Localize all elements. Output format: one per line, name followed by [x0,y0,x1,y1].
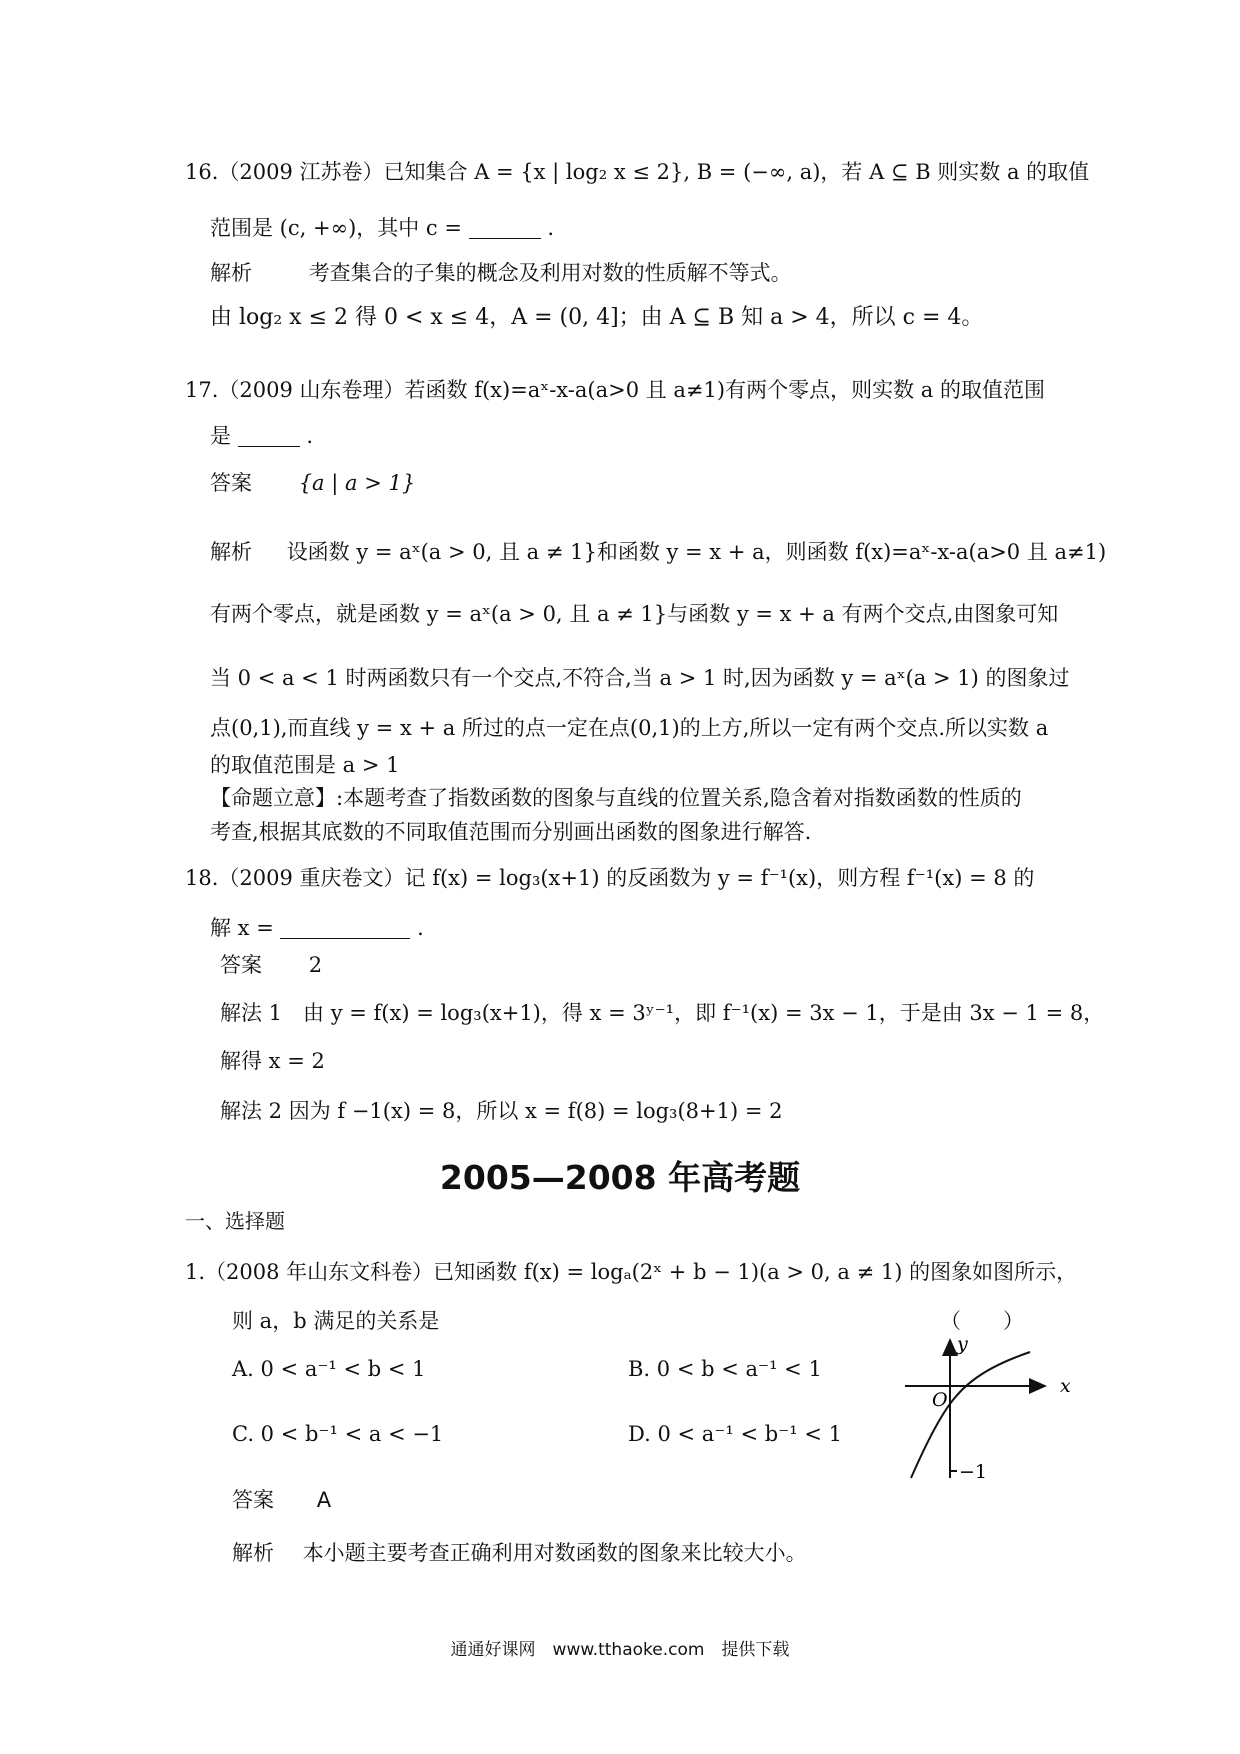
q1-function-graph [895,1328,1095,1486]
q17-analysis-line3: 当 0 < a < 1 时两函数只有一个交点,不符合,当 a > 1 时,因为函数 y = aˣ(a > 1) 的图象过 [210,666,1070,690]
q1-option-c: C. 0 < b⁻¹ < a < −1 [232,1422,444,1446]
q18-answer-value: 2 [308,953,323,977]
q18-answer-blank [280,916,410,939]
q18-answer-label: 答案 [220,953,262,977]
q1-answer-paren: （ ） [940,1309,1024,1333]
q18-line2-end: . [417,916,424,940]
q17-note-line2: 考查,根据其底数的不同取值范围而分别画出函数的图象进行解答. [210,820,812,844]
q17-answer-blank [238,424,300,447]
q18-method2: 解法 2 因为 f −1(x) = 8，所以 x = f(8) = log₃(8+1) = 2 [220,1099,783,1123]
q17-analysis-line2: 有两个零点，就是函数 y = aˣ(a > 0, 且 a ≠ 1}与函数 y = x + a 有两个交点,由图象可知 [210,602,1059,626]
q1-option-b: B. 0 < b < a⁻¹ < 1 [628,1357,822,1381]
q16-analysis-label: 解析 [210,261,252,285]
q16-solution: 由 log₂ x ≤ 2 得 0 < x ≤ 4，A = (0, 4]；由 A ⊆ B 知 a > 4，所以 c = 4。 [210,305,984,330]
q18-method1: 解法 1 由 y = f(x) = log₃(x+1)，得 x = 3ʸ⁻¹，即 f⁻¹(x) = 3x − 1，于是由 3x − 1 = 8， [220,1001,1105,1025]
origin-label: O [932,1389,948,1411]
q1-answer-value: A [316,1488,332,1512]
q16-line1: 16.（2009 江苏卷）已知集合 A = {x | log₂ x ≤ 2}, B = (−∞, a)，若 A ⊆ B 则实数 a 的取值 [185,160,1090,184]
tick-label: −1 [959,1461,988,1483]
q16-answer-blank [469,216,541,239]
q1-option-d: D. 0 < a⁻¹ < b⁻¹ < 1 [628,1422,842,1446]
q17-line2-text: 是 [210,424,231,448]
q1-line2: 则 a，b 满足的关系是 [232,1309,440,1333]
page-footer: 通通好课网 www.tthaoke.com 提供下载 [450,1640,790,1660]
q17-analysis-p1: 设函数 y = aˣ(a > 0, 且 a ≠ 1}和函数 y = x + a，则函数 f(x)=aˣ-x-a(a>0 且 a≠1) [286,540,1107,564]
q17-analysis-line4: 点(0,1),而直线 y = x + a 所过的点一定在点(0,1)的上方,所以一定有两个交点.所以实数 a [210,716,1049,740]
q17-note-line1: 【命题立意】:本题考查了指数函数的图象与直线的位置关系,隐含着对指数函数的性质的 [210,786,1022,810]
q16-line2 [210,213,554,243]
q17-line2 [210,421,313,451]
q16-analysis-text: 考查集合的子集的概念及利用对数的性质解不等式。 [308,261,792,285]
log-curve [911,1352,1030,1478]
y-axis-label: y [957,1333,968,1355]
q18-method1-result: 解得 x = 2 [220,1049,325,1073]
q17-analysis-line1 [210,537,1106,567]
q17-analysis-line5: 的取值范围是 a > 1 [210,753,400,777]
q1-analysis [232,1538,807,1568]
q17-line1: 17.（2009 山东卷理）若函数 f(x)=aˣ-x-a(a>0 且 a≠1)有两个零点，则实数 a 的取值范围 [185,378,1045,402]
q17-answer-value: {a | a > 1} [298,471,416,495]
x-axis-label: x [1060,1375,1071,1397]
q17-answer-label: 答案 [210,471,252,495]
q1-analysis-text: 本小题主要考查正确利用对数函数的图象来比较大小。 [302,1541,807,1565]
q1-answer-label: 答案 [232,1488,274,1512]
q1-option-a: A. 0 < a⁻¹ < b < 1 [232,1357,426,1381]
section-title: 一、选择题 [185,1209,285,1233]
q1-line1: 1.（2008 年山东文科卷）已知函数 f(x) = logₐ(2ˣ + b − 1)(a > 0, a ≠ 1) 的图象如图所示， [185,1260,1078,1284]
q18-line2 [210,913,424,943]
q16-line2-end: . [547,216,555,240]
section-heading: 2005—2008 年高考题 [439,1158,801,1197]
q17-line2-end: . [306,424,314,448]
q16-line2-text: 范围是 (c, +∞)，其中 c = [210,216,462,240]
q1-answer [232,1485,331,1515]
q18-answer [220,950,322,980]
q1-analysis-label: 解析 [232,1541,274,1565]
q16-analysis [210,258,792,288]
q18-line2-text: 解 x = [210,916,274,940]
q18-line1: 18.（2009 重庆卷文）记 f(x) = log₃(x+1) 的反函数为 y = f⁻¹(x)，则方程 f⁻¹(x) = 8 的 [185,866,1035,890]
q17-analysis-label: 解析 [210,540,252,564]
q17-answer [210,468,415,498]
